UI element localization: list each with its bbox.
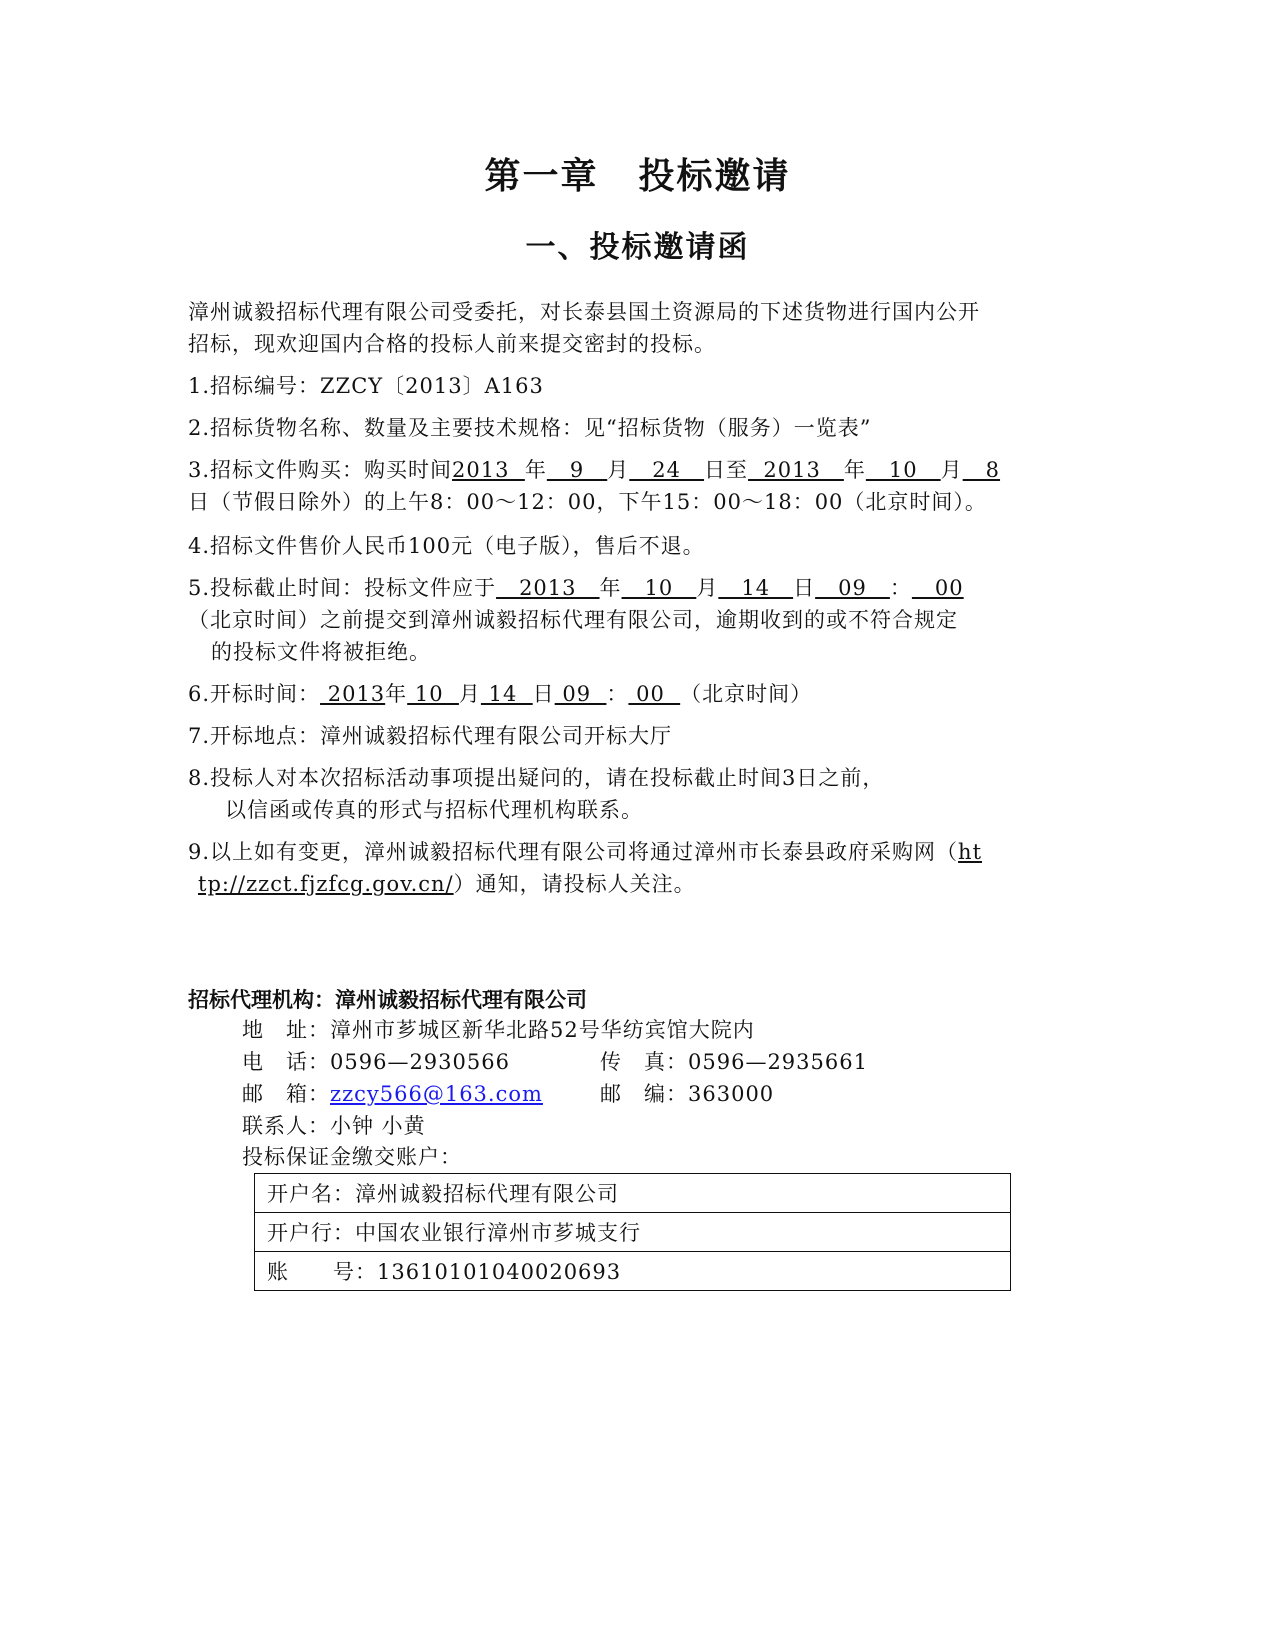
opening-month: 10 bbox=[407, 682, 459, 706]
item-purchase-hours: 日（节假日除外）的上午8：00～12：00，下午15：00～18：00（北京时间）。 bbox=[188, 490, 987, 514]
unit-month: 月 bbox=[940, 458, 963, 482]
agency-heading: 招标代理机构：漳州诚毅招标代理有限公司 bbox=[188, 988, 587, 1012]
item-questions-line-1: 8.投标人对本次招标活动事项提出疑问的，请在投标截止时间3日之前， bbox=[188, 766, 885, 790]
chapter-number: 第一章 bbox=[484, 156, 599, 197]
opening-hour: 09 bbox=[554, 682, 607, 706]
item-deadline bbox=[188, 572, 964, 604]
table-row bbox=[255, 1174, 1011, 1213]
time-colon: ： bbox=[606, 682, 629, 706]
purchase-start-day: 24 bbox=[629, 458, 705, 482]
item-deadline-line-3: 的投标文件将被拒绝。 bbox=[211, 640, 431, 664]
deadline-year: 2013 bbox=[496, 576, 600, 600]
unit-day-to: 日至 bbox=[704, 458, 749, 482]
purchase-start-year: 2013 bbox=[452, 458, 525, 482]
purchase-label: 3.招标文件购买：购买时间 bbox=[188, 458, 453, 482]
table-row bbox=[255, 1252, 1011, 1291]
opening-label: 6.开标时间： bbox=[188, 682, 321, 706]
item-changes-line-1 bbox=[188, 836, 982, 868]
deadline-day: 14 bbox=[718, 576, 794, 600]
agency-phone: 电 话：0596—2930566 bbox=[242, 1050, 510, 1074]
opening-year: 2013 bbox=[320, 682, 386, 706]
purchase-start-month: 9 bbox=[546, 458, 608, 482]
chapter-title bbox=[0, 148, 1275, 199]
opening-minute: 00 bbox=[628, 682, 681, 706]
purchase-end-year: 2013 bbox=[748, 458, 844, 482]
intro-line-1: 漳州诚毅招标代理有限公司受委托，对长泰县国土资源局的下述货物进行国内公开 bbox=[188, 300, 980, 324]
item-goods-spec: 2.招标货物名称、数量及主要技术规格：见“招标货物（服务）一览表” bbox=[188, 416, 872, 440]
agency-address: 地 址：漳州市芗城区新华北路52号华纺宾馆大院内 bbox=[242, 1018, 755, 1042]
deadline-month: 10 bbox=[621, 576, 697, 600]
procurement-site-link[interactable]: ht bbox=[958, 840, 983, 864]
account-name: 开户名：漳州诚毅招标代理有限公司 bbox=[255, 1174, 1011, 1213]
agency-email-label: 邮 箱： bbox=[242, 1082, 330, 1106]
account-table bbox=[254, 1173, 1011, 1291]
unit-year: 年 bbox=[524, 458, 547, 482]
purchase-end-month: 10 bbox=[865, 458, 941, 482]
account-number: 账 号：13610101040020693 bbox=[255, 1252, 1011, 1291]
opening-day: 14 bbox=[480, 682, 533, 706]
item-price: 4.招标文件售价人民币100元（电子版），售后不退。 bbox=[188, 534, 705, 558]
item-opening-location: 7.开标地点：漳州诚毅招标代理有限公司开标大厅 bbox=[188, 724, 673, 748]
unit-year: 年 bbox=[599, 576, 622, 600]
chapter-name: 投标邀请 bbox=[638, 156, 791, 197]
agency-phone-row bbox=[242, 1046, 868, 1078]
time-colon: ： bbox=[889, 576, 912, 600]
changes-suffix: ）通知，请投标人关注。 bbox=[453, 872, 696, 896]
unit-day: 日 bbox=[793, 576, 816, 600]
unit-month: 月 bbox=[696, 576, 719, 600]
opening-timezone: （北京时间） bbox=[680, 682, 813, 706]
deadline-minute: 00 bbox=[911, 576, 964, 600]
purchase-end-day: 8 bbox=[962, 458, 1001, 482]
account-bank: 开户行：中国农业银行漳州市芗城支行 bbox=[255, 1213, 1011, 1252]
table-row bbox=[255, 1213, 1011, 1252]
item-changes-line-2 bbox=[198, 868, 696, 900]
section-title: 一、投标邀请函 bbox=[525, 230, 750, 265]
agency-fax: 传 真：0596—2935661 bbox=[600, 1050, 868, 1074]
procurement-site-link-cont[interactable]: tp://zzct.fjzfcg.gov.cn/ bbox=[198, 872, 454, 896]
agency-contact: 联系人：小钟 小黄 bbox=[242, 1114, 426, 1138]
agency-email-link[interactable]: zzcy566@163.com bbox=[330, 1082, 543, 1106]
unit-day: 日 bbox=[532, 682, 555, 706]
item-purchase-time bbox=[188, 454, 1000, 486]
unit-year: 年 bbox=[843, 458, 866, 482]
agency-postcode: 邮 编：363000 bbox=[600, 1082, 775, 1106]
item-questions-line-2: 以信函或传真的形式与招标代理机构联系。 bbox=[225, 798, 643, 822]
intro-line-2: 招标，现欢迎国内合格的投标人前来提交密封的投标。 bbox=[188, 332, 716, 356]
changes-text: 9.以上如有变更，漳州诚毅招标代理有限公司将通过漳州市长泰县政府采购网（ bbox=[188, 840, 959, 864]
deadline-label: 5.投标截止时间：投标文件应于 bbox=[188, 576, 497, 600]
agency-email-row bbox=[242, 1078, 775, 1110]
deadline-hour: 09 bbox=[815, 576, 890, 600]
unit-year: 年 bbox=[385, 682, 408, 706]
item-deadline-line-2: （北京时间）之前提交到漳州诚毅招标代理有限公司，逾期收到的或不符合规定 bbox=[188, 608, 958, 632]
item-bid-number: 1.招标编号：ZZCY〔2013〕A163 bbox=[188, 374, 544, 398]
item-opening-time bbox=[188, 678, 812, 710]
unit-month: 月 bbox=[607, 458, 630, 482]
account-title: 投标保证金缴交账户： bbox=[242, 1145, 462, 1169]
unit-month: 月 bbox=[458, 682, 481, 706]
